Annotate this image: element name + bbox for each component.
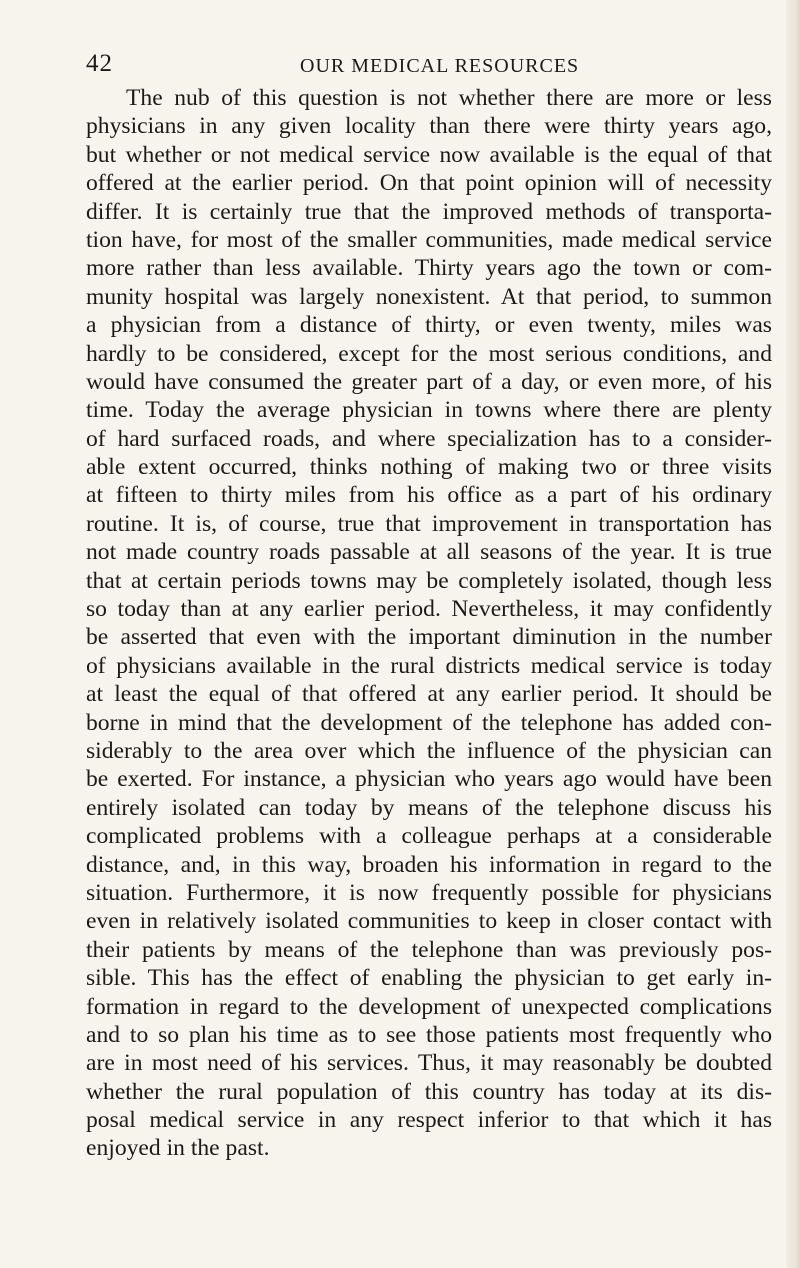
text-line: and to so plan his time as to see those patients most frequently who: [86, 1021, 772, 1048]
text-line: borne in mind that the development of the telephone has added con-: [86, 709, 772, 736]
text-line: more rather than less available. Thirty years ago the town or com-: [86, 255, 772, 282]
text-line: entirely isolated can today by means of the telephone discuss his: [86, 794, 772, 821]
text-line: siderably to the area over which the influence of the physician can: [86, 737, 772, 764]
text-line: so today than at any earlier period. Nevertheless, it may confidently: [86, 596, 772, 623]
text-line: of physicians available in the rural districts medical service is today: [86, 652, 772, 679]
body-paragraph: [86, 84, 772, 1163]
text-line: whether the rural population of this country has today at its dis-: [86, 1078, 772, 1105]
text-line: posal medical service in any respect inferior to that which it has: [86, 1107, 772, 1134]
page-edge: [786, 0, 800, 1268]
text-line: even in relatively isolated communities to keep in closer contact with: [86, 908, 772, 935]
text-line: of hard surfaced roads, and where specialization has to a consider-: [86, 425, 772, 452]
text-line: are in most need of his services. Thus, it may reasonably be doubted: [86, 1050, 772, 1077]
text-line: offered at the earlier period. On that point opinion will of necessity: [86, 170, 772, 197]
text-line: routine. It is, of course, true that improvement in transportation has: [86, 510, 772, 537]
text-line: munity hospital was largely nonexistent. At that period, to summon: [86, 283, 772, 310]
text-line: physicians in any given locality than there were thirty years ago,: [86, 113, 772, 140]
text-line: able extent occurred, thinks nothing of making two or three visits: [86, 454, 772, 481]
text-line: hardly to be considered, except for the most serious conditions, and: [86, 340, 772, 367]
text-line: at least the equal of that offered at any earlier period. It should be: [86, 681, 772, 708]
text-line: their patients by means of the telephone than was previously pos-: [86, 936, 772, 963]
text-line: enjoyed in the past.: [86, 1135, 270, 1162]
text-line: sible. This has the effect of enabling the physician to get early in-: [86, 965, 772, 992]
text-line: situation. Furthermore, it is now frequently possible for physicians: [86, 879, 772, 906]
page-number: 42: [86, 50, 113, 77]
text-line: The nub of this question is not whether there are more or less: [126, 85, 772, 111]
text-line: but whether or not medical service now available is the equal of that: [86, 141, 772, 168]
text-line: that at certain periods towns may be completely isolated, though less: [86, 567, 772, 594]
text-line: be exerted. For instance, a physician who years ago would have been: [86, 766, 772, 793]
text-line: tion have, for most of the smaller communities, made medical service: [86, 226, 772, 253]
text-line: not made country roads passable at all seasons of the year. It is true: [86, 539, 772, 566]
page-header: [86, 50, 726, 80]
text-line: differ. It is certainly true that the improved methods of transporta-: [86, 198, 772, 225]
running-head: OUR MEDICAL RESOURCES: [300, 55, 580, 77]
text-line: be asserted that even with the important diminution in the number: [86, 624, 772, 651]
text-line: formation in regard to the development of unexpected complications: [86, 993, 772, 1020]
text-line: time. Today the average physician in towns where there are plenty: [86, 397, 772, 424]
text-line: distance, and, in this way, broaden his information in regard to the: [86, 851, 772, 878]
text-line: would have consumed the greater part of a day, or even more, of his: [86, 368, 772, 395]
text-line: complicated problems with a colleague perhaps at a considerable: [86, 823, 772, 850]
text-line: a physician from a distance of thirty, or even twenty, miles was: [86, 312, 772, 339]
text-line: at fifteen to thirty miles from his office as a part of his ordinary: [86, 482, 772, 509]
